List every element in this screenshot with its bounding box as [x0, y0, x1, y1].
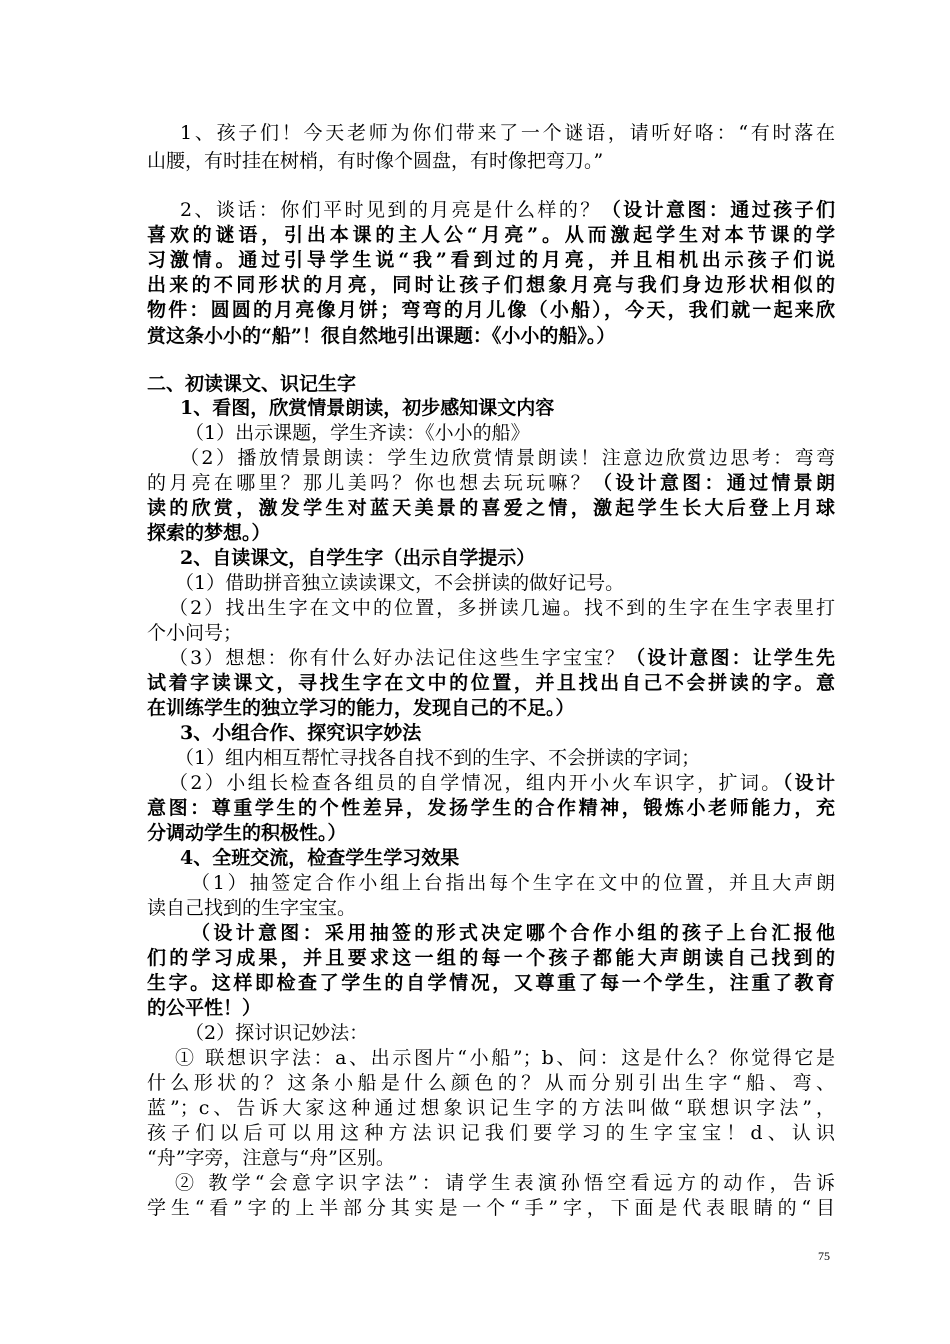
text-line: 在训练学生的独立学习的能力，发现自己的不足。）: [147, 697, 575, 719]
text-line: （3）想想：你有什么好办法记住这些生字宝宝？（设计意图：让学生先: [169, 647, 835, 669]
text-line: 读的欣赏，激发学生对蓝天美景的喜爱之情，激起学生长大后登上月球: [147, 497, 835, 519]
text-line: 们的学习成果，并且要求这一组的每一个孩子都能大声朗读自己找到的: [147, 947, 835, 969]
text-line: 试着字读课文，寻找生字在文中的位置，并且找出自己不会拼读的字。意: [147, 672, 835, 694]
text-line: 赏这条小小的“船”！很自然地引出课题：《小小的船》。）: [147, 325, 616, 347]
text-line: 个小问号；: [147, 622, 243, 644]
subsection-heading: 3、小组合作、探究识字妙法: [180, 722, 422, 744]
text-line: “舟”字旁，注意与“舟”区别。: [147, 1147, 395, 1169]
text-line: 学生“看”字的上半部分其实是一个“手”字，下面是代表眼睛的“目: [147, 1197, 835, 1219]
page-number: 75: [818, 1249, 830, 1263]
section-heading: 二、初读课文、识记生字: [147, 373, 357, 395]
text-line: 习激情。通过引导学生说“我”看到过的月亮，并且相机出示孩子们说: [147, 249, 835, 271]
text-line: （2）播放情景朗读：学生边欣赏情景朗读！注意边欣赏边思考：弯弯: [180, 447, 835, 469]
text-line: 探索的梦想。）: [147, 522, 271, 544]
text-line: （1）组内相互帮忙寻找各自找不到的生字、不会拼读的字词；: [175, 747, 701, 769]
text-line: 孩子们以后可以用这种方法识记我们要学习的生字宝宝！d、认识: [147, 1122, 835, 1144]
text-line: 喜欢的谜语，引出本课的主人公“月亮”。从而激起学生对本节课的学: [147, 224, 835, 246]
text-line: 1、孩子们！今天老师为你们带来了一个谜语，请听好咯：“有时落在: [180, 122, 835, 144]
text-line: 物件：圆圆的月亮像月饼；弯弯的月儿像（小船），今天，我们就一起来欣: [147, 299, 835, 321]
text-line: （1）抽签定合作小组上台指出每个生字在文中的位置，并且大声朗: [191, 872, 835, 894]
subsection-heading: 1、看图，欣赏情景朗读，初步感知课文内容: [180, 397, 555, 419]
text-line: 山腰，有时挂在树梢，有时像个圆盘，有时像把弯刀。”: [147, 150, 604, 172]
text-line: 的月亮在哪里？那儿美吗？你也想去玩玩嘛？（设计意图：通过情景朗: [147, 472, 835, 494]
text-line: 生字。这样即检查了学生的自学情况，又尊重了每一个学生，注重了教育: [147, 972, 835, 994]
text-line: 的公平性！）: [147, 997, 262, 1019]
text-line: ① 联想识字法：a、出示图片“小船”；b、问：这是什么？你觉得它是: [175, 1047, 835, 1069]
text-line: 读自己找到的生字宝宝。: [147, 897, 357, 919]
text-line: （2）小组长检查各组员的自学情况，组内开小火车识字，扩词。（设计: [169, 772, 835, 794]
text-line: 蓝”；c、告诉大家这种通过想象识记生字的方法叫做“联想识字法”，: [147, 1097, 835, 1119]
text-line: 意图：尊重学生的个性差异，发扬学生的合作精神，锻炼小老师能力，充: [147, 797, 835, 819]
text-line: 2、谈话：你们平时见到的月亮是什么样的？（设计意图：通过孩子们: [180, 199, 835, 221]
text-line: 什么形状的？这条小船是什么颜色的？从而分别引出生字“船、弯、: [147, 1072, 835, 1094]
text-line: 分调动学生的积极性。）: [147, 822, 347, 844]
text-line: （1）出示课题，学生齐读：《小小的船》: [185, 422, 530, 444]
text-line: 出来的不同形状的月亮，同时让孩子们想象月亮与我们身边形状相似的: [147, 274, 835, 296]
text-line: （2）探讨识记妙法：: [185, 1022, 369, 1044]
subsection-heading: 2、自读课文，自学生字（出示自学提示）: [180, 547, 536, 569]
text-line: （1）借助拼音独立读读课文，不会拼读的做好记号。: [175, 572, 625, 594]
text-line: （设计意图：采用抽签的形式决定哪个合作小组的孩子上台汇报他: [191, 922, 835, 944]
text-line: （2）找出生字在文中的位置，多拼读几遍。找不到的生字在生字表里打: [169, 597, 835, 619]
text-line: ② 教学“会意字识字法”：请学生表演孙悟空看远方的动作，告诉: [175, 1172, 835, 1194]
subsection-heading: 4、全班交流，检查学生学习效果: [180, 847, 460, 869]
